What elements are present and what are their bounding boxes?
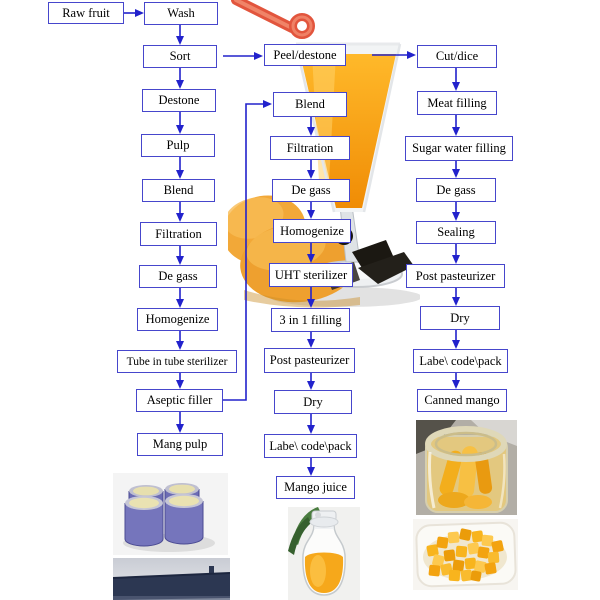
flow-step-label: Canned mango [424, 393, 500, 407]
flow-step-label: Dry [450, 310, 470, 325]
flow-step-label: Dry [303, 394, 323, 409]
flow-step-label: Tube in tube sterilizer [126, 355, 228, 368]
flow-step-blend-pulp [142, 179, 215, 202]
flow-step-label: De gass [158, 269, 198, 283]
flow-step-degass-pulp [139, 265, 217, 288]
flow-step-label: UHT sterilizer [274, 267, 348, 282]
flow-step-dry-can [420, 306, 500, 330]
flow-step-meat-filling [417, 91, 497, 115]
factory-image [113, 558, 230, 600]
flow-step-mango-pulp [137, 433, 223, 456]
drum-front-left [125, 496, 163, 546]
flow-step-tube-sterilizer [117, 350, 237, 373]
flow-step-label-pack-can [413, 349, 508, 373]
flow-step-label: Labe\ code\pack [269, 438, 352, 453]
flow-step-dry-juice [274, 390, 352, 414]
flow-step-wash [144, 2, 218, 25]
mango-dices-image [413, 519, 518, 590]
flow-step-peel-destone [264, 44, 346, 66]
flow-step-label: Pulp [166, 138, 190, 152]
flow-step-label: Mang pulp [152, 437, 208, 451]
jar [426, 429, 507, 512]
flow-step-label: Wash [167, 6, 195, 20]
flow-step-label: Raw fruit [62, 5, 110, 20]
flow-step-homogenize-juice [273, 219, 351, 243]
flow-step-degass-can [416, 178, 496, 202]
flow-step-pulp [141, 134, 215, 157]
mango-jar-image [416, 420, 517, 515]
flow-step-label: Post pasteurizer [415, 268, 496, 283]
flow-step-label: Sealing [437, 225, 475, 239]
flow-step-sugar-water-filling [405, 136, 513, 161]
flow-step-canned-mango [417, 389, 507, 412]
flow-step-destone [142, 89, 216, 112]
flow-step-post-pasteurizer-can [406, 264, 505, 288]
flow-step-cut-dice [417, 45, 497, 68]
flow-step-label: Homogenize [145, 312, 210, 326]
red-straw [236, 0, 311, 35]
flow-step-filtration-pulp [140, 222, 217, 246]
flow-step-raw-fruit [48, 2, 124, 24]
flow-step-aseptic-filler [136, 389, 223, 412]
flow-step-filtration-juice [270, 136, 350, 160]
flow-step-3in1-filling [271, 308, 350, 332]
flow-step-uht-sterilizer [269, 263, 353, 287]
juice-bottle-image [288, 507, 360, 600]
flow-step-label: Sugar water filling [412, 141, 506, 155]
flow-step-label: De gass [436, 182, 476, 197]
flow-step-homogenize-pulp [137, 308, 218, 331]
flow-step-mango-juice [276, 476, 355, 499]
flow-step-label: Destone [158, 93, 200, 107]
flow-step-sort [143, 45, 217, 68]
flow-step-label: Meat filling [427, 95, 487, 110]
flow-step-sealing [416, 221, 496, 244]
flow-step-label: Aseptic filler [146, 393, 213, 407]
flow-step-blend-juice [273, 92, 347, 117]
flow-step-label: Sort [169, 49, 191, 63]
flow-step-label: Labe\ code\pack [419, 353, 502, 368]
flow-step-label-pack-juice [264, 434, 357, 458]
flow-step-label: Mango juice [284, 480, 347, 494]
flow-step-post-pasteurizer-juice [264, 348, 355, 373]
flow-step-label: De gass [291, 183, 331, 197]
flow-step-label: Post pasteurizer [269, 353, 350, 367]
flow-step-label: Peel/destone [273, 47, 337, 62]
pulp-drums-image [113, 473, 228, 555]
flow-step-label: Blend [163, 183, 194, 197]
drum-front-right [165, 494, 203, 544]
flow-step-label: 3 in 1 filling [279, 312, 342, 327]
flow-step-degass-juice [272, 179, 350, 202]
flow-step-label: Blend [295, 97, 325, 111]
flow-step-label: Homogenize [280, 223, 344, 238]
flow-step-label: Cut/dice [435, 49, 479, 63]
flow-step-label: Filtration [286, 140, 334, 155]
flow-step-label: Filtration [155, 226, 202, 241]
